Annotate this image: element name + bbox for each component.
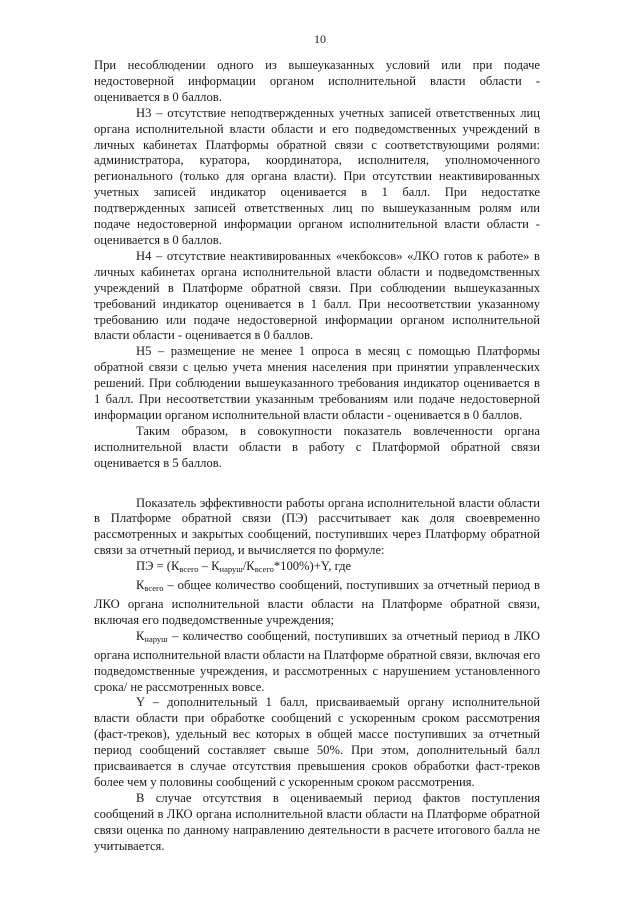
definition-k-total: $К_{всего}$ – общее количество сообщений, поступивших за отчетный период в ЛКО органа исполнительной власти области на Платформе обратной связи, включая его подведомственные учреждения; [94,578,540,627]
paragraph-summary: Таким образом, в совокупности показатель вовлеченности органа исполнительной власти области в работу с Платформой обратной связи оценивается в 5 баллов. [94,423,540,470]
section-gap [94,472,540,496]
formula: ПЭ = $(К_{всего} - К_{наруш}/К_{всего}*100\%)+Y$, где [136,559,352,575]
definition-y: Y – дополнительный 1 балл, присваиваемый органу исполнительной власти области при обработке сообщений с ускоренным сроком рассмотрения (фаст-треков), удельный вес которых в общей массе поступивших за отчетный период сообщений составляет свыше 50%. При этом, дополнительный балл присваивается в случае отсутствия превышения сроков обработки фаст-треков более чем у половины сообщений с ускоренным сроком рассмотрения. [94,695,540,789]
page-number: 10 [314,32,326,46]
paragraph-n3: Н3 – отсутствие неподтвержденных учетных записей ответственных лиц органа исполнительной власти области и его подведомственных учреждений в личных кабинетах Платформы обратной связи с соответствующими ролями: администратора, куратора, координатора, исполнителя, уполномоченного регионального (только для органа власти). При отсутствии неактивированных учетных записей индикатор оценивается в 1 балл. При недостатке подтвержденных записей ответственных лиц по вышеуказанным ролям или подаче недостоверной информации органом исполнительной власти области - оценивается в 0 баллов. [94,105,540,247]
paragraph-n5: Н5 – размещение не менее 1 опроса в месяц с помощью Платформы обратной связи с целью учета мнения населения при принятии управленческих решений. При соблюдении вышеуказанного требования индикатор оценивается в 1 балл. При несоответствии указанным требованиям или подаче недостоверной информации органом исполнительной власти области - оценивается в 0 баллов. [94,344,540,422]
definition-k-violations: $К_{наруш}$ – количество сообщений, поступивших за отчетный период в ЛКО органа исполнительной власти области на Платформе обратной связи, включая его подведомственные учреждения, и рассмотренных с нарушением установленного срока/ не рассмотренных вовсе. [94,628,540,694]
document-body [94,58,540,855]
paragraph-efficiency: Показатель эффективности работы органа исполнительной власти области в Платформе обратной связи (ПЭ) рассчитывает как доля своевременно рассмотренных и закрытых сообщений, поступивших через Платформу обратной связи за отчетный период, и вычисляется по формуле: [94,495,540,558]
paragraph-final: В случае отсутствия в оцениваемый период фактов поступления сообщений в ЛКО органа исполнительной власти области на Платформе обратной связи оценка по данному направлению деятельности в расчете итогового балла не учитывается. [94,790,540,853]
paragraph-n4: Н4 – отсутствие неактивированных «чекбоксов» «ЛКО готов к работе» в личных кабинетах органа исполнительной власти области и подведомственных учреждений в Платформе обратной связи. При соблюдении вышеуказанных требований индикатор оценивается в 1 балл. При несоответствии указанному требованию или подаче недостоверной информации органом исполнительной власти области - оценивается в 0 баллов. [94,248,540,343]
paragraph-non-compliance: При несоблюдении одного из вышеуказанных условий или при подаче недостоверной информации органом исполнительной власти области - оценивается в 0 баллов. [94,58,540,104]
